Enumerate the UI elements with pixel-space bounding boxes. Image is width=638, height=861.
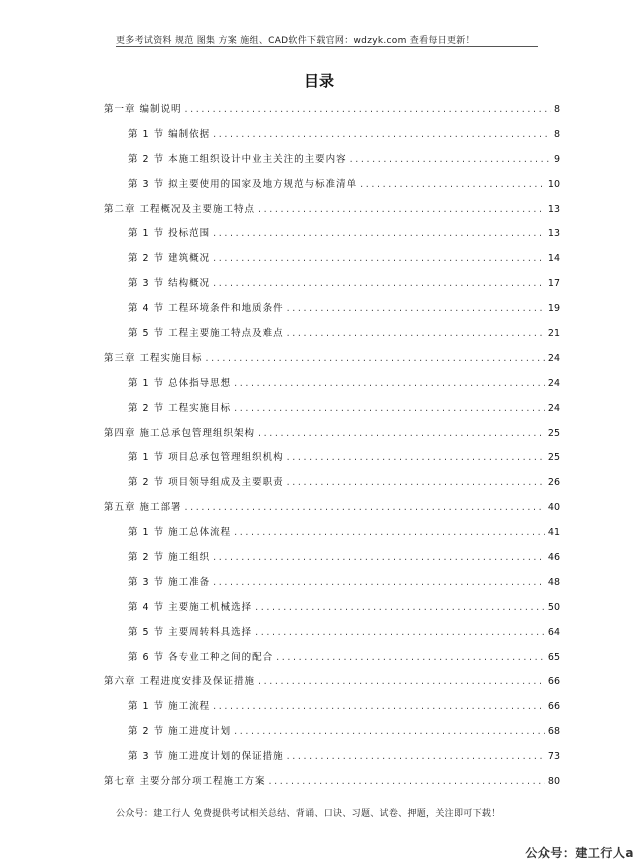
toc-page-number: 26 <box>547 477 560 489</box>
toc-page-number: 40 <box>547 502 560 514</box>
toc-entry-label: 第 5 节 工程主要施工特点及难点 <box>128 328 284 340</box>
toc-entry-label: 第 2 节 本施工组织设计中业主关注的主要内容 <box>128 153 347 165</box>
toc-entry-label: 第 1 节 施工流程 <box>128 701 211 713</box>
toc-section-entry[interactable] <box>104 272 560 297</box>
page-title: 目录 <box>303 72 334 90</box>
toc-entry-label: 第 1 节 投标范围 <box>128 228 211 240</box>
toc-dot-leader <box>276 646 545 671</box>
table-of-contents <box>104 98 560 795</box>
toc-chapter-entry[interactable] <box>104 347 560 372</box>
toc-entry-label: 第 4 节 主要施工机械选择 <box>128 601 253 613</box>
toc-entry-label: 第 1 节 总体指导思想 <box>128 377 232 389</box>
toc-dot-leader <box>213 272 545 297</box>
toc-page-number: 25 <box>547 427 560 439</box>
toc-entry-label: 第 3 节 施工进度计划的保证措施 <box>128 751 284 763</box>
toc-entry-label: 第六章 工程进度安排及保证措施 <box>104 676 256 688</box>
toc-page-number: 50 <box>547 601 560 613</box>
toc-entry-label: 第三章 工程实施目标 <box>104 352 203 364</box>
toc-entry-label: 第 2 节 项目领导组成及主要职责 <box>128 477 284 489</box>
toc-section-entry[interactable] <box>104 471 560 496</box>
toc-entry-label: 第二章 工程概况及主要施工特点 <box>104 203 256 215</box>
toc-page-number: 8 <box>553 128 560 140</box>
toc-entry-label: 第四章 施工总承包管理组织架构 <box>104 427 256 439</box>
toc-section-entry[interactable] <box>104 297 560 322</box>
toc-page-number: 13 <box>547 228 560 240</box>
toc-dot-leader <box>213 571 545 596</box>
page-footer-note: 公众号：建工行人 免费提供考试相关总结、背诵、口诀、习题、试卷、押题，关注即可下载！ <box>116 809 501 819</box>
toc-dot-leader <box>287 297 545 322</box>
toc-dot-leader <box>360 173 545 198</box>
toc-page-number: 14 <box>547 253 560 265</box>
toc-entry-label: 第 5 节 主要周转料具选择 <box>128 626 253 638</box>
toc-chapter-entry[interactable] <box>104 198 560 223</box>
toc-section-entry[interactable] <box>104 397 560 422</box>
toc-dot-leader <box>255 621 545 646</box>
toc-page-number: 66 <box>547 676 560 688</box>
toc-entry-label: 第 1 节 编制依据 <box>128 128 211 140</box>
toc-entry-label: 第 2 节 施工组织 <box>128 552 211 564</box>
toc-entry-label: 第 2 节 工程实施目标 <box>128 402 232 414</box>
toc-page-number: 46 <box>547 552 560 564</box>
toc-page-number: 10 <box>547 178 560 190</box>
toc-entry-label: 第 3 节 施工准备 <box>128 576 211 588</box>
toc-entry-label: 第 3 节 结构概况 <box>128 278 211 290</box>
toc-chapter-entry[interactable] <box>104 770 560 795</box>
toc-section-entry[interactable] <box>104 322 560 347</box>
toc-page-number: 13 <box>547 203 560 215</box>
toc-chapter-entry[interactable] <box>104 422 560 447</box>
toc-dot-leader <box>234 397 545 422</box>
toc-entry-label: 第 1 节 项目总承包管理组织机构 <box>128 452 284 464</box>
toc-dot-leader <box>287 322 545 347</box>
toc-dot-leader <box>234 521 545 546</box>
toc-page-number: 68 <box>547 726 560 738</box>
toc-dot-leader <box>185 98 551 123</box>
toc-entry-label: 第 1 节 施工总体流程 <box>128 527 232 539</box>
toc-page-number: 8 <box>553 104 560 115</box>
toc-dot-leader <box>213 695 545 720</box>
toc-dot-leader <box>255 596 545 621</box>
toc-dot-leader <box>213 222 545 247</box>
toc-entry-label: 第 2 节 施工进度计划 <box>128 726 232 738</box>
toc-page-number: 19 <box>547 303 560 315</box>
toc-dot-leader <box>287 471 545 496</box>
toc-section-entry[interactable] <box>104 646 560 671</box>
toc-section-entry[interactable] <box>104 695 560 720</box>
toc-dot-leader <box>287 745 545 770</box>
toc-dot-leader <box>258 198 545 223</box>
toc-dot-leader <box>350 148 551 173</box>
toc-section-entry[interactable] <box>104 521 560 546</box>
toc-page-number: 25 <box>547 452 560 464</box>
toc-chapter-entry[interactable] <box>104 670 560 695</box>
toc-page-number: 64 <box>547 626 560 638</box>
toc-dot-leader <box>258 670 545 695</box>
toc-dot-leader <box>206 347 545 372</box>
toc-page-number: 41 <box>547 527 560 539</box>
toc-entry-label: 第一章 编制说明 <box>104 104 182 115</box>
toc-dot-leader <box>234 372 545 397</box>
toc-page-number: 48 <box>547 576 560 588</box>
toc-section-entry[interactable] <box>104 546 560 571</box>
toc-section-entry[interactable] <box>104 148 560 173</box>
toc-chapter-entry[interactable] <box>104 496 560 521</box>
toc-section-entry[interactable] <box>104 173 560 198</box>
toc-dot-leader <box>213 123 551 148</box>
toc-page-number: 17 <box>547 278 560 290</box>
toc-dot-leader <box>234 720 545 745</box>
toc-section-entry[interactable] <box>104 745 560 770</box>
toc-entry-label: 第 4 节 工程环境条件和地质条件 <box>128 303 284 315</box>
toc-page-number: 80 <box>547 776 560 788</box>
toc-page-number: 21 <box>547 328 560 340</box>
toc-section-entry[interactable] <box>104 720 560 745</box>
toc-section-entry[interactable] <box>104 446 560 471</box>
toc-chapter-entry[interactable] <box>104 98 560 123</box>
toc-entry-label: 第 6 节 各专业工种之间的配合 <box>128 651 274 663</box>
toc-section-entry[interactable] <box>104 247 560 272</box>
toc-entry-label: 第七章 主要分部分项工程施工方案 <box>104 776 266 788</box>
toc-dot-leader <box>269 770 545 795</box>
toc-entry-label: 第 2 节 建筑概况 <box>128 253 211 265</box>
toc-section-entry[interactable] <box>104 123 560 148</box>
toc-section-entry[interactable] <box>104 621 560 646</box>
toc-section-entry[interactable] <box>104 596 560 621</box>
toc-entry-label: 第 3 节 拟主要使用的国家及地方规范与标准清单 <box>128 178 358 190</box>
toc-page-number: 24 <box>547 352 560 364</box>
toc-page-number: 9 <box>553 153 560 165</box>
header-divider <box>116 46 538 47</box>
toc-dot-leader <box>185 496 545 521</box>
toc-page-number: 66 <box>547 701 560 713</box>
toc-section-entry[interactable] <box>104 222 560 247</box>
watermark-text: 公众号：建工行人a <box>525 846 634 860</box>
toc-page-number: 65 <box>547 651 560 663</box>
toc-page-number: 24 <box>547 402 560 414</box>
toc-dot-leader <box>287 446 545 471</box>
toc-page-number: 24 <box>547 377 560 389</box>
page-header-note: 更多考试资料 规范 图集 方案 施组、CAD软件下载官网：wdzyk.com 查看每日更新！ <box>116 36 475 46</box>
toc-dot-leader <box>258 422 545 447</box>
toc-entry-label: 第五章 施工部署 <box>104 502 182 514</box>
toc-page-number: 73 <box>547 751 560 763</box>
toc-section-entry[interactable] <box>104 372 560 397</box>
toc-dot-leader <box>213 546 545 571</box>
toc-dot-leader <box>213 247 545 272</box>
toc-section-entry[interactable] <box>104 571 560 596</box>
